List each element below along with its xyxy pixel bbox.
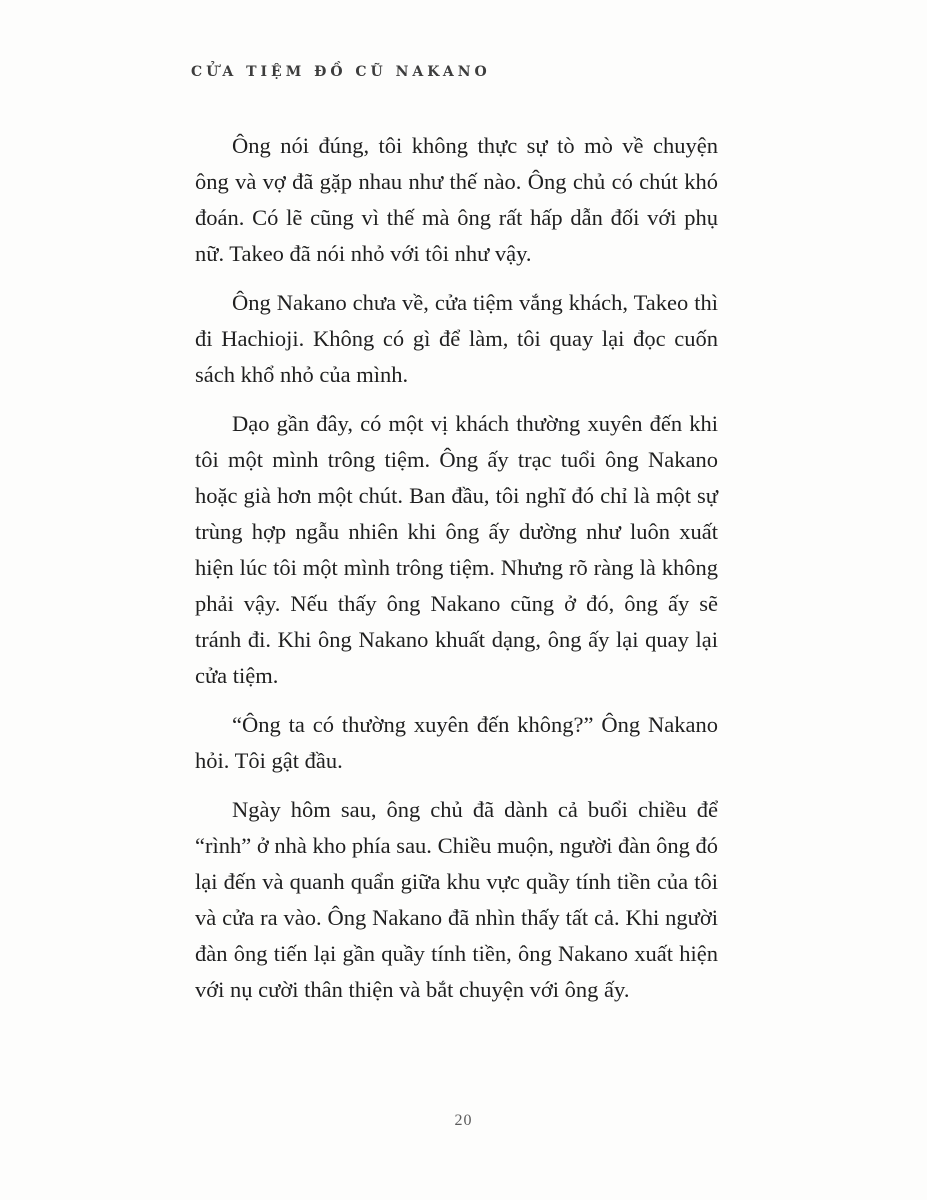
page-body <box>195 128 718 1021</box>
paragraph-3: Dạo gần đây, có một vị khách thường xuyên đến khi tôi một mình trông tiệm. Ông ấy trạc tuổi ông Nakano hoặc già hơn một chút. Ban đầu, tôi nghĩ đó chỉ là một sự trùng hợp ngẫu nhiên khi ông ấy dường như luôn xuất hiện lúc tôi một mình trông tiệm. Nhưng rõ ràng là không phải vậy. Nếu thấy ông Nakano cũng ở đó, ông ấy sẽ tránh đi. Khi ông Nakano khuất dạng, ông ấy lại quay lại cửa tiệm. <box>195 411 718 688</box>
paragraph-4: “Ông ta có thường xuyên đến không?” Ông Nakano hỏi. Tôi gật đầu. <box>195 712 718 773</box>
paragraph-5: Ngày hôm sau, ông chủ đã dành cả buổi chiều để “rình” ở nhà kho phía sau. Chiều muộn, người đàn ông đó lại đến và quanh quẩn giữa khu vực quầy tính tiền của tôi và cửa ra vào. Ông Nakano đã nhìn thấy tất cả. Khi người đàn ông tiến lại gần quầy tính tiền, ông Nakano xuất hiện với nụ cười thân thiện và bắt chuyện với ông ấy. <box>195 797 718 1002</box>
page-number: 20 <box>454 1112 473 1129</box>
paragraph-1: Ông nói đúng, tôi không thực sự tò mò về chuyện ông và vợ đã gặp nhau như thế nào. Ông chủ có chút khó đoán. Có lẽ cũng vì thế mà ông rất hấp dẫn đối với phụ nữ. Takeo đã nói nhỏ với tôi như vậy. <box>195 133 718 266</box>
paragraph-2: Ông Nakano chưa về, cửa tiệm vắng khách, Takeo thì đi Hachioji. Không có gì để làm, tôi quay lại đọc cuốn sách khổ nhỏ của mình. <box>195 290 718 387</box>
running-header: CỬA TIỆM ĐỒ CŨ NAKANO <box>191 64 491 80</box>
